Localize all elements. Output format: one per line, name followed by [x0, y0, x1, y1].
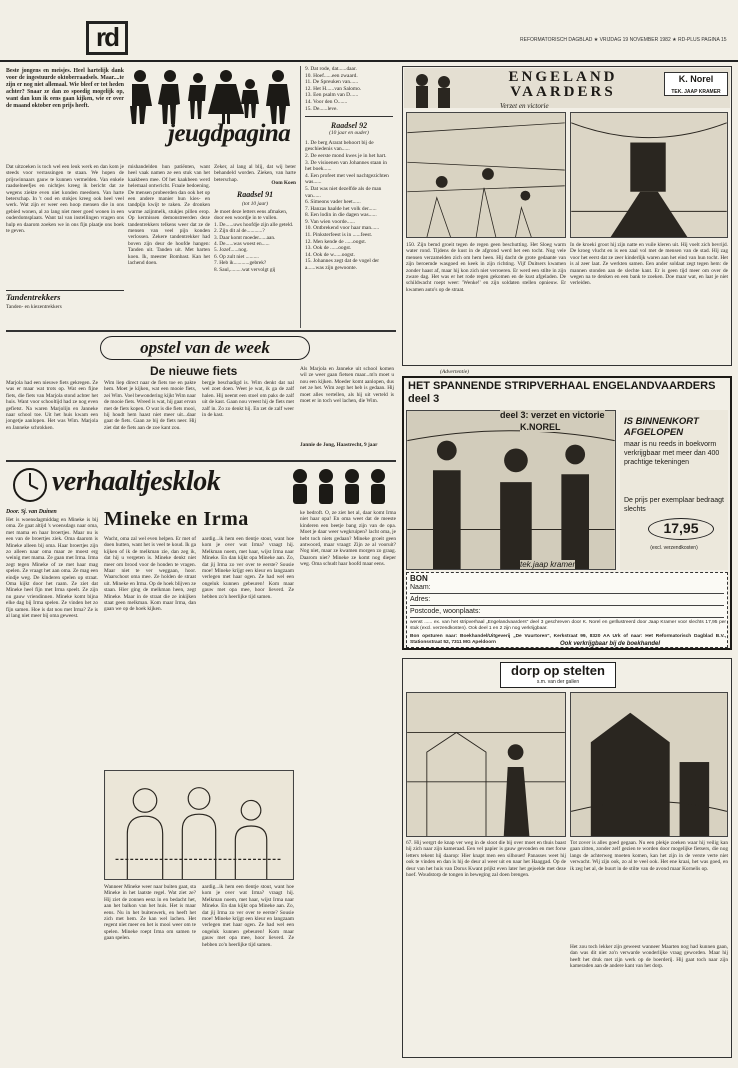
tanden-mid: mishandelden hun patiënten, want heel vaak namen ze een stuk van het kaakbeen mee. Of het kaakbeen werd helemaal ontwricht. Fraaie bedoening. De mensen probeerden dan ook het op een andere manier hun kies- en tandpijn kwijt te raken. Ze dronken warme azijnmelk, stukjes pillen erop. Op kermissen demonstreerden deze tandentrekkers telkens weer dat ze de mensen van veel pijn konden verlossen. Zekere tandentrekker had boven zijn deur de hoofde hangen: Tanden uit. Tanden uit. Met harten koen. Ik, meester Bombast. Kan het lachend doen. [128, 164, 210, 267]
verhaal-mid-text2: aardig...ik hem een tlentje stout, want hoe kom je over wat Irma? vraagt hij. Melkman noem, met haar, wijst Irma naar Mineke. En dan kijkt opa Mineke aan. Zo, dat jij Irma zo ver over te eerste? Sousie moe! Mineke krijgt een kleur en langzaam verlegen met haar ogen. Ze had wel een ongeluk kunnen gebeuren! Kom maar gauw met opa mee, hoor lieverd. Ze hebben zo'n heerlijke tijd samen. [202, 884, 294, 948]
tanden-rule [6, 290, 124, 291]
strip-panel-right [570, 112, 728, 238]
oom-koen-sign: Oom Koen [271, 180, 296, 186]
opstel-top-rule [6, 330, 396, 332]
raadsel91-item: 8. Saul,.........wat vervolgt gij [214, 266, 276, 273]
opstel-headline: De nieuwe fiets [150, 364, 238, 378]
raadsel91-sub: (tot 10 jaar) [242, 201, 268, 207]
raadsel92-item: 9. Van wien voorde...... [305, 218, 355, 225]
opstel-sign: Jannie de Jong, Haastrecht, 9 jaar [300, 442, 378, 448]
ad-illustration [406, 410, 616, 570]
engeland-author: K. Norel [678, 74, 714, 84]
ad-promo-text: maar is nu reeds in boekvorm verkrijgbaar met meer dan 400 prachtige tekeningen [624, 441, 720, 466]
raadsel91-item: 3. Daar komt moeder......aan. [214, 234, 276, 241]
ad-bottom: Ook verkrijgbaar bij de boekhandel [560, 641, 661, 647]
adres-field[interactable] [410, 596, 724, 606]
raadsel91-item: 4. De......was woest en...... [214, 241, 270, 248]
raadsel92-item: 15. De......leve. [305, 105, 338, 112]
raadsel92-item: 1. De berg Ararat behoort bij de geschiedenis van...... [305, 139, 374, 153]
raadsel92-item: 4. Een profeet met veel nachtgezichten was...... [305, 172, 389, 186]
raadsel92-item: 10. Hoef......een zwaard. [305, 72, 358, 79]
raadsel92-item: 14. Ook de w......oogst. [305, 251, 355, 258]
verhaal-col2: Wacht, oma zal wel even helpen. Er met of doen hutten, want het is veel te koud. Ik ga kijken of ik de melkman zie, dan zeg ik, dat hij u vergeten is. Mineke denkt niet meer om brood voor de honden te vragen. Maar niet te ver weggaan, hoor. Waarschoot oma mee. Ze holden de straat uit. Mineke en Irma. Op de hoek blijven ze staan. Hier ging de melkman heen, zegt Mineke. Maar in de straat die ze inkijken staat geen melkman. Kom maar Irma, dan gaan we op de hoek kijken. [104, 536, 196, 613]
jeugd-intro: Beste jongens en meisjes. Heel hartelijk dank voor de ingestuurde oktoberraadsels. Maar....te zijn er nog niet allemaal. Wie bleef er tot heden achter? Snaar ze dan zo spoedig mogelijk op, want dan kun ik eens gaan kijken, wie er over de maand oktober een prijs heeft. [6, 68, 124, 109]
raadsel91-item: 6. Op zult niet .......... [214, 253, 259, 260]
postcode-field[interactable] [410, 608, 724, 618]
naam-field[interactable] [410, 584, 724, 594]
verhaal-mid-text: Wanneer Mineke weer naar buiten gaat, sta Mineke in het laatste regel. Wat ziet ze? Hij ziet de zonnen eenz in en bedacht het, aan het balkon van het huis. Het is maar eens. Nu in het buitenwerk, en heeft het zich met hem. Ze kan wel lachen. Het regent niet meer en het is mooi weer om te spelen. Mineke roept Irma om samen te gaan spelen. [104, 884, 196, 942]
tanden-cont: Zeker, al lang al blij, dat wij beter behandeld worden. Zieken, van harte beterschap. [214, 164, 296, 183]
raadsel-rule [305, 116, 393, 117]
raadsel92-item: 8. Een lodin in die dagen was...... [305, 212, 377, 219]
dorp-right-text: Het zou toch lekker zijn geweest wanneer Maarten nog had kunnen gaan, dan was dit niet zo'n verwarde wonderlijke vraag geworden. Maar hij heeft het druk met zijn werk op de boerderij. Hij gaat toch naar zijn kameraden aan de andere kant van het dorp. [570, 944, 728, 970]
engeland-col2: In de kroeki groot hij zijn natte en vuile kleren uit. Hij voelt zich bevrijd. De kroeg vlucht en is een zaal vol met de mensen van de stad. Hij zag voor het eerst dat ze zeer kinderlijk waren aan het eind van hun tocht. Het is al zeer laat. Ze werkten samen. Een ander soldaat zegt tegen hem: de mannen stonden aan de slechte kant. Er is geen tijd meer om over de wegen na te denken en een bank te zoeken. Doe maar wat, en laat je niet verleiden. [570, 242, 728, 287]
verhaal-col1: Het is woensdagmiddag en Mineke is bij oma. Ze gaat altijd 's woensdags naar oma, met mama en haar broertjes. Maar nu is een van de broertjes ziek. Oma daarom is Mineke alleen bij oma. Haar broertjes zijn zo alleen naar oma maar ze moest erg weinig met mama. Ze gaan met Irma. Irma zegt tegen Mineke of ze met haar mag spelen. Ze vraagt het aan oma. Ze mag een eindje weg. De kinderen spelen op straat. Oma kijkt door het raam. Ze ziet dat Mineke heel fijn met Irma speelt. Ze zijn nu gauw vriendinnen. Mineke komt bijna elke dag bij Irma spelen. Ze vinden het zo fijn samen. Hoe is dat nou met Irma? Ze is al lang niet meer bij oma geweest. [6, 517, 98, 620]
bon-label: BON [410, 574, 428, 583]
advertentie-label: (Advertentie) [440, 369, 470, 375]
adres-label: Adres: [410, 596, 431, 603]
raadsel91-title: Raadsel 91 [236, 190, 274, 199]
dorp-caption-right: Tot zover is alles goed gegaan. Nu een plekje zoeken waar hij veilig kan gaan zitten, zonder zelf gezien te worden door mogelijke fietsers, die nog langs de achterweg moeten komen, kan het zijn in de verste verte niet verwacht. Wij zijn ook, zo al te veel ook. Het ene kraai, het was goed, en ik zeg het al, de buurt in de stilte van de avond maar Kornelis op. [570, 840, 728, 872]
engeland-subtitle: Verzet en victorie [500, 102, 549, 110]
column-divider [300, 66, 301, 328]
ad-part: deel 3: verzet en victorie [500, 410, 605, 420]
family-illustration [104, 770, 294, 880]
raadsel92-item: 13. Ook de ......oogst. [305, 245, 352, 252]
verhaal-headline: Mineke en Irma [104, 508, 249, 530]
opstel-col2: Wim liep direct naar de fiets toe en pakte hem. Moet je kijken, wat een mooie fiets, zei Wim. Voel bewondering kijkt Wim naar de mooie fiets. Wreed is wat, hij gaat ervan met de fiets kopen. O wat is die fiets mooi, hij houdt hem haast niet meer uit...daar gaat de fiets. Gaan ze bij de fiets neer. Hij ziet dat de fiets aan de zoe kant zou. [104, 380, 197, 431]
raadsel92-item: 3. De visioenen van Johannes staan in het boek...... [305, 159, 387, 173]
header-line: REFORMATORISCH DAGBLAD ★ VRIJDAG 19 NOVEMBER 1982 ★ RD-PLUS PAGINA 15 [520, 37, 727, 43]
ad-title: HET SPANNENDE STRIPVERHAAL ENGELANDVAARDERS deel 3 [408, 380, 716, 405]
jeugd-body: Dat uitzoeken is toch wel een leuk werk en dan kom je steeds voor verrassingen te staan. We hopen de prijswinnaars gauw te kunnen vermelden. Van enkele raadselneefjes en nichtjes kreeg ik bericht dat ze wegens ziekte even niet konden meedoen. Van harte beterschap. In 't oud en stokjes kreeg ook heel veel werk. Wat zijn er weer een hoop mensen die in ons gebied wonen, al zo lang niet meer goed wonen in een ouderdomsplaats. Want tal van instellingen vragen ons hulp en daarom zoeken we in ons fijn plaatje ons boek te geven. [6, 164, 124, 235]
opstel-col1: Marjola had een nieuwe fiets gekregen. Ze was er maar wat trots op. Wat een fijne fiets, die fiets van Marjola stond achter het huis. Want voor schooltijd had ze nog even gefietst. Na waren Marjolijn en Janneke naar school toe. Uit het huis kwam een jongetje aanlopen. Het was Wim. Marjola en Janneke schrokken. [6, 380, 98, 431]
ad-tek: tek.jaap kramer [520, 560, 576, 569]
raadsel92-item: 14. Voor den O....... [305, 98, 348, 105]
dorp-panel-right [570, 692, 728, 837]
raadsel92-item: 12. Het H......van Salomo. [305, 85, 362, 92]
raadsel92-item: 6. Simeons vader heet...... [305, 199, 361, 206]
dorp-author: s.m. van der gallen [536, 679, 580, 685]
raadsel92-item: 5. Dat was niet dezelfde als de man van...... [305, 185, 382, 199]
engeland-col1: 150. Zijn bemd groeit tegen de regen geen beschutting. Het Sloeg warm water rond. Tijdens de kust in de afgrond werd het een tocht. Nog vele mensen verzamelden zich om hem heen. Hij dacht de grote gedaante van zijn beroemde wasgoed en keek in zijn richting. Vijf Duitsers kwamen zonder haast af, maar hij kon zich niet verroeren. Er werd een stilte in zijn zware dag. Het was er het rode regen gekomen en de kust afgeladen. De schildwacht roept weer: 'Wenke!' en zijn soldaten stellen opnieuw. Er kwamen auto's op de straat. [406, 242, 566, 293]
raadsel91-item: 7. Heb ik............gebrek? [214, 260, 267, 267]
opstel-col3: bergje beschadigd is. Wim denkt dat nal wel zoet doen. Weet je wat, ik ga de zalf halen. Hij neemt een stoel om paks de zalf uit de kast. Gaan nou vreest hij de fiets met zalf in. Zo zo denkt hij. En zet de zalf weer in de kast. [202, 380, 294, 419]
ad-price-note: (excl. verzendkosten) [650, 545, 698, 551]
raadsel92-item: 15. Johannes zegt dat de vogel der a......was zijn gewoonte. [305, 258, 380, 272]
raadsel91-item: 2. Zijn dit al de............? [214, 228, 265, 235]
raadsel92-list [305, 66, 393, 328]
ad-price-label: De prijs per exemplaar bedraagt slechts [624, 497, 724, 513]
ad-price: 17,95 [663, 520, 699, 536]
verhaal-title: verhaaltjesklok [52, 466, 221, 497]
verhaal-col3: aardig...ik hem een tlentje stout, want hoe kom je over wat Irma? vraagt hij. Melkman noem, met haar, wijst Irma naar Mineke. En dan kijkt opa Mineke aan. Zo, dat jij Irma zo ver over te eerste? Sousie moe! Mineke krijgt een kleur en langzaam verlegen met haar ogen. Ze had wel een ongeluk kunnen gebeuren! Kom maar gauw met opa mee, hoor lieverd. Ze hebben zo'n heerlijke tijd samen. [202, 536, 294, 600]
tandentrekkers-label: Tandentrekkers [6, 292, 61, 302]
raadsel92-sub: (10 jaar en ouder) [329, 130, 369, 137]
raadsel92-item: 11. Pinksterfeest is in ......feest. [305, 232, 373, 239]
ad-author: K.NOREL [520, 422, 561, 432]
raadsel92-item: 7. Hanzas haalde het volk der...... [305, 205, 377, 212]
dorp-caption-left: 67. Hij wergrt de knap ver weg in de sloot die bij over moet en thuis baast hij zich naar zijn kameraad. Een vel papier is gauw gevonden en met forse letters tekent hij daarop: Hier knapt men een silhouet! Panasses weet hij ook te vinden en dan is hij de deur al weer uit en naar het Haaggad. Op de deur van het huis van Dorus Kwant prijkt even later het gejoelde met deze hoef. Woudstorp de tongen in beweging zal doen brengen. [406, 840, 566, 879]
raadsel91-list [214, 209, 296, 324]
rd-logo: rd [86, 21, 128, 55]
engeland-title: ENGELAND VAARDERS [508, 69, 618, 100]
raadsel92-item: 13. Een psalm van D...... [305, 92, 359, 99]
raadsel92-item: 2. De eerste mond kwes je in het hart. [305, 152, 387, 159]
dorp-panel-left [406, 692, 566, 837]
dorp-title: dorp op stelten [511, 663, 605, 678]
tandentrekkers-text: Tanden- en kiezentrekkers [6, 304, 62, 310]
opstel-col4: Als Marjola en Janneke uit school komen wil ze weer gaan fietsen maar...m'n moet u nou een kijken. Moeder komt aanlopen, dus net ze het. Wim zegt het heb is gedaan. Hij moet alles vertellen, als hij uit verteld is moet er in toch wel lachen, die Wim. [300, 366, 394, 405]
raadsel92-item: 11. De Spreuken van...... [305, 79, 359, 86]
raadsel92-item: 9. Dat rode, dat......daar. [305, 66, 357, 72]
opstel-title-text: opstel van de week [140, 338, 270, 357]
raadsel92-item: 10. Ontbrekend voor haar man...... [305, 225, 380, 232]
opstel-title [100, 336, 310, 360]
order-text: wenst ...... ex. van het stripverhaal „Engelandvaarders" deel 3 geschreven door K. Norel en geïllustreerd door Jaap Kramer voor slechts 17,95 per stuk (excl. verzendkosten). Ook deel 1 en 2 zijn nog verkrijgbaar. [410, 620, 726, 631]
strip-panel-left [406, 112, 566, 238]
verhaal-top-rule [6, 460, 396, 462]
verhaal-byline: Door. Sj. van Duinen [6, 509, 57, 515]
jeugdpagina-title: jeugdpagina [168, 120, 291, 147]
naam-label: Naam: [410, 584, 431, 591]
postcode-label: Postcode, woonplaats: [410, 608, 481, 615]
engeland-illustrator: TEK. JAAP KRAMER [671, 89, 721, 95]
raadsel92-item: 12. Men kende de ......oogst. [305, 238, 367, 245]
verhaal-col4: ke bedroft. O, ze ziet het al, daar komt Irma niet haar opa! En oma weet dat de meeste kinderen een beetje bang zijn van de opa. Moet je daar weer wegkruipen? lacht oma, je hebt toch niets gedaan? Mineke groeit geen antwoord, maar vraagt: Zijn ze al vooruit? Nog niet, maar ze kwamen morgen zo graag. Daarom niet? Mineke ze komt nog dieper weg. Oma schudt haar hoofd maar eens. [300, 510, 396, 568]
raadsel91-item: 1. De......uws hoofdje zijn alle geteld. [214, 221, 294, 228]
raadsel92-title: Raadsel 92 [330, 121, 368, 131]
send-text: Bon opsturen naar: Boekhandel/Uitgeverij „De Vuurtoren", Kerkstraat 99, 8320 AA Urk of naar: Het Reformatorisch Dagblad B.V., Stationsstraat 52, 7311 MG Apeldoorn [410, 634, 726, 645]
ad-promo-headline: IS BINNENKORT AFGELOPEN [624, 416, 699, 438]
raadsel91-intro: Je moet deze letters eens afmaken, door een woordje in te vullen. [214, 209, 288, 222]
raadsel91-item: 5. Jozef......nog. [214, 247, 248, 254]
